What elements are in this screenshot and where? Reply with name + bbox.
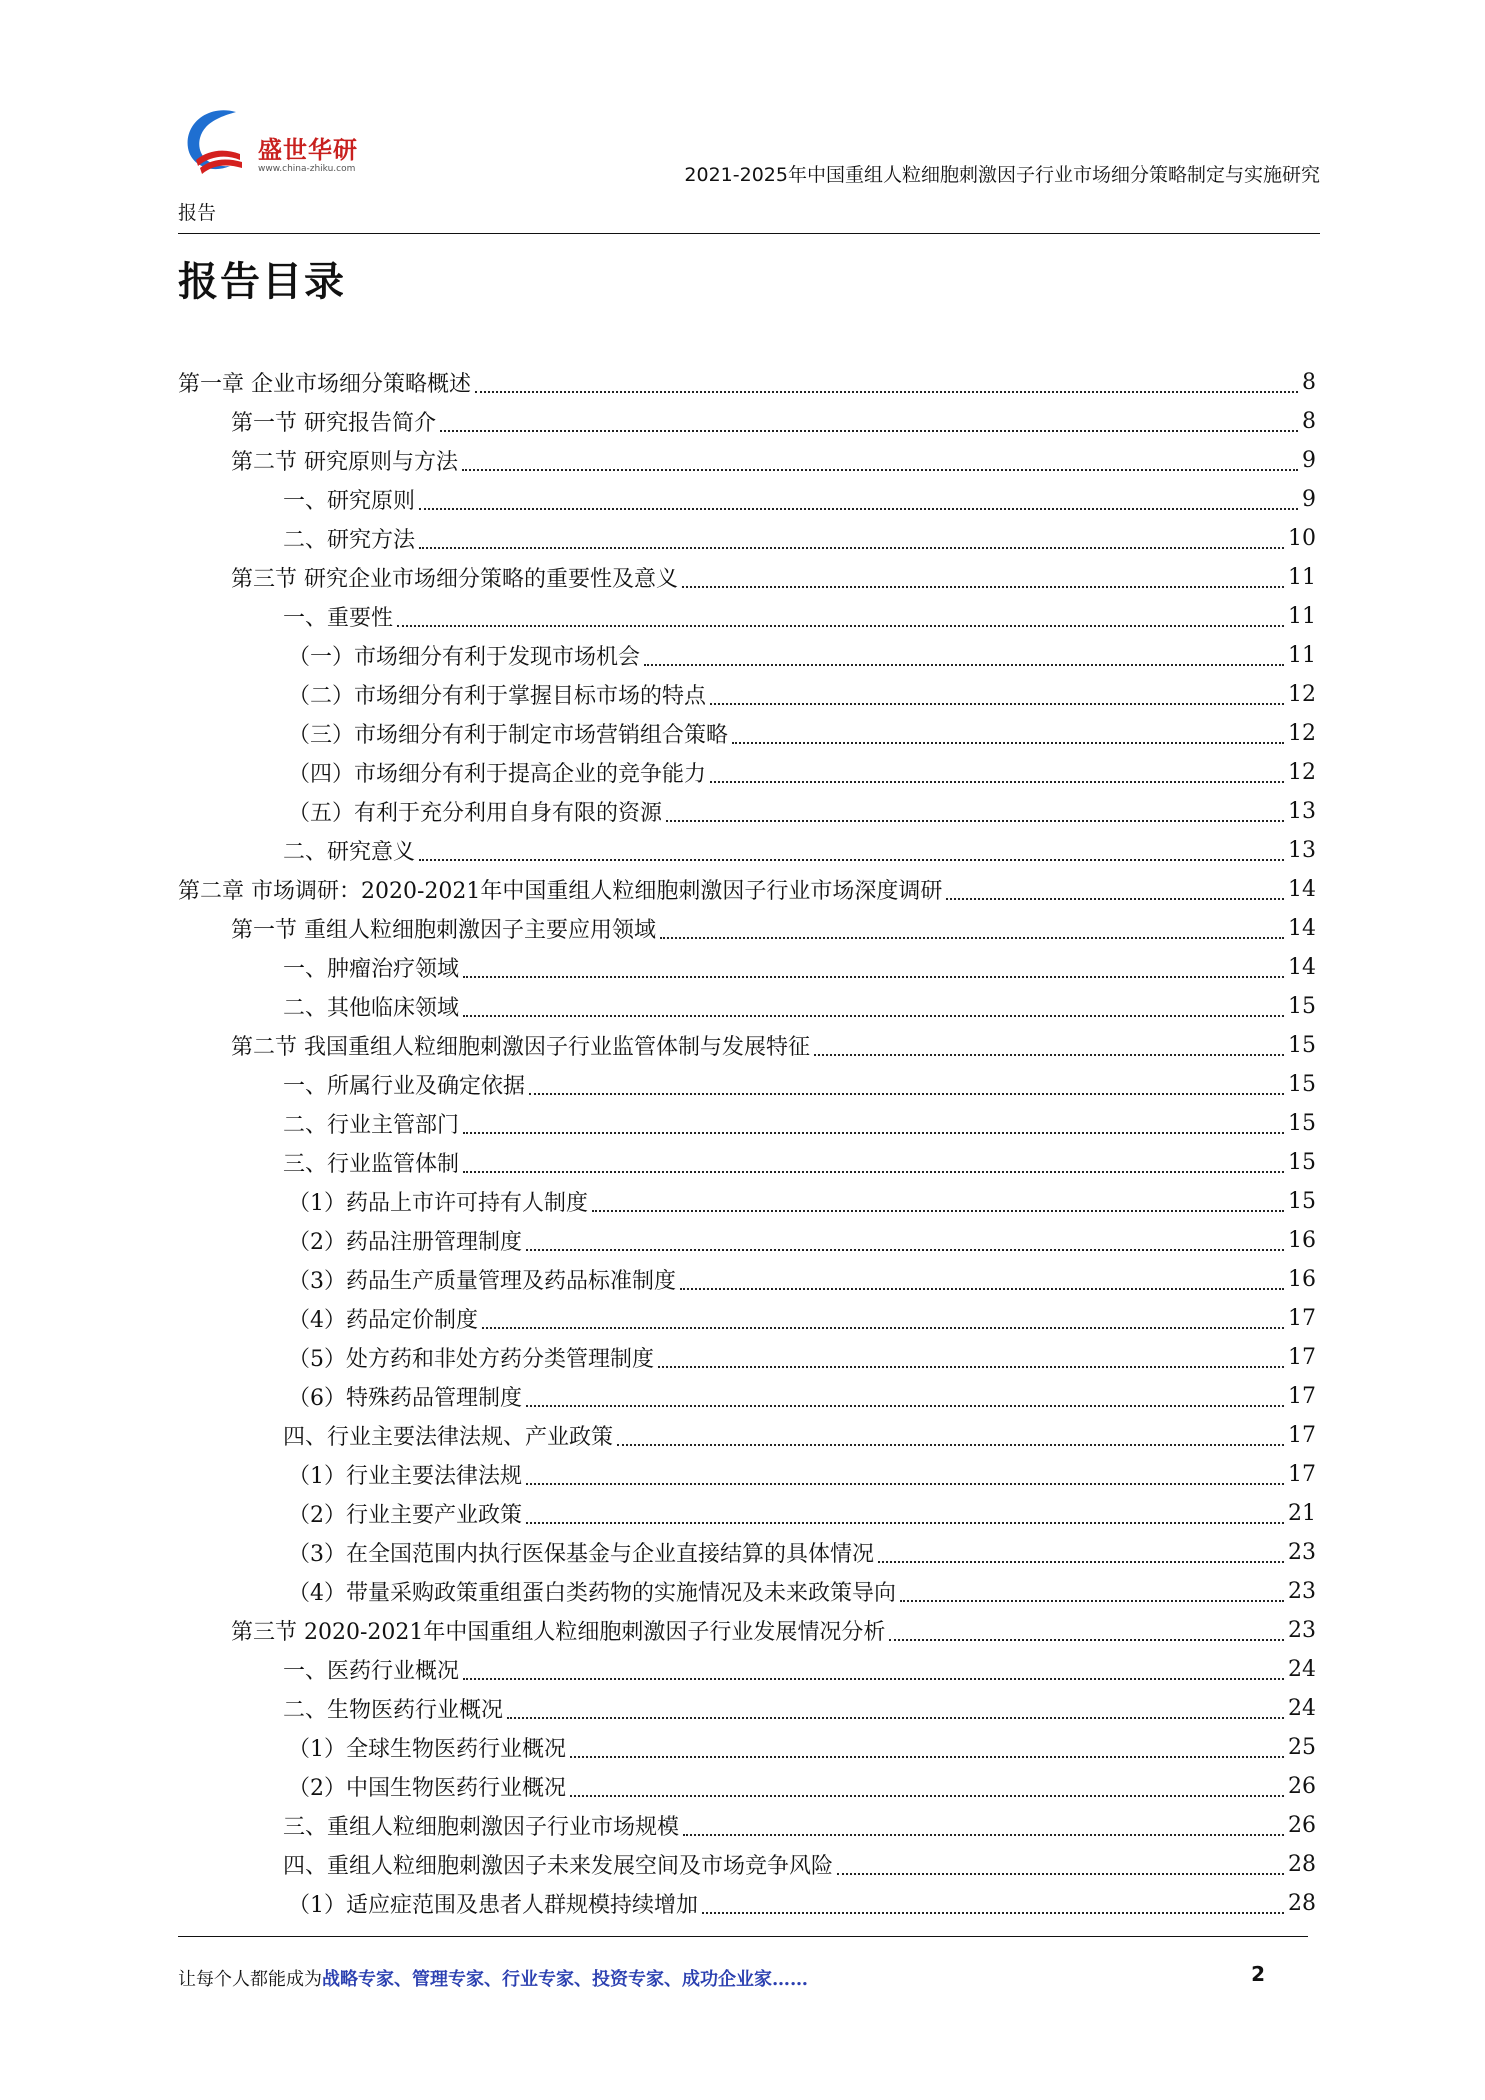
toc-dot-leader xyxy=(592,1210,1284,1212)
toc-entry-label: （4）带量采购政策重组蛋白类药物的实施情况及未来政策导向 xyxy=(288,1581,896,1606)
toc-entry-page: 16 xyxy=(1288,1267,1316,1292)
toc-entry[interactable] xyxy=(178,1377,1316,1416)
toc-entry-label: 四、行业主要法律法规、产业政策 xyxy=(283,1425,614,1450)
toc-dot-leader xyxy=(644,664,1284,666)
toc-entry-page: 9 xyxy=(1302,448,1316,473)
toc-entry[interactable] xyxy=(178,441,1316,480)
toc-entry-label: （二）市场细分有利于掌握目标市场的特点 xyxy=(288,684,707,709)
toc-entry[interactable] xyxy=(178,558,1316,597)
toc-entry[interactable] xyxy=(178,792,1316,831)
toc-entry-label: 三、重组人粒细胞刺激因子行业市场规模 xyxy=(283,1815,680,1840)
toc-entry-label: 二、其他临床领域 xyxy=(283,996,460,1021)
toc-dot-leader xyxy=(617,1444,1284,1446)
toc-dot-leader xyxy=(946,898,1284,900)
toc-entry-page: 17 xyxy=(1288,1423,1316,1448)
toc-entry[interactable] xyxy=(178,1650,1316,1689)
toc-dot-leader xyxy=(463,976,1284,978)
toc-entry-label: （2）中国生物医药行业概况 xyxy=(288,1776,566,1801)
toc-dot-leader xyxy=(889,1639,1284,1641)
toc-entry-label: 二、行业主管部门 xyxy=(283,1113,460,1138)
toc-dot-leader xyxy=(526,1405,1284,1407)
toc-entry-label: （3）药品生产质量管理及药品标准制度 xyxy=(288,1269,676,1294)
toc-entry[interactable] xyxy=(178,1533,1316,1572)
toc-entry-label: （一）市场细分有利于发现市场机会 xyxy=(288,645,641,670)
toc-entry[interactable] xyxy=(178,1143,1316,1182)
toc-entry-page: 8 xyxy=(1302,370,1316,395)
toc-entry[interactable] xyxy=(178,1299,1316,1338)
header-divider xyxy=(178,233,1320,234)
toc-entry-page: 8 xyxy=(1302,409,1316,434)
toc-entry-page: 14 xyxy=(1288,877,1316,902)
toc-entry-label: 一、所属行业及确定依据 xyxy=(283,1074,526,1099)
toc-dot-leader xyxy=(463,1015,1284,1017)
toc-entry-label: 一、研究原则 xyxy=(283,489,416,514)
toc-entry-page: 28 xyxy=(1288,1891,1316,1916)
toc-entry-page: 17 xyxy=(1288,1384,1316,1409)
toc-entry-page: 26 xyxy=(1288,1813,1316,1838)
report-title: 2021-2025年中国重组人粒细胞刺激因子行业市场细分策略制定与实施研究 xyxy=(684,164,1320,186)
toc-dot-leader xyxy=(570,1756,1284,1758)
toc-entry[interactable] xyxy=(178,831,1316,870)
toc-dot-leader xyxy=(837,1873,1284,1875)
toc-dot-leader xyxy=(419,508,1298,510)
toc-entry-page: 14 xyxy=(1288,955,1316,980)
toc-entry-page: 23 xyxy=(1288,1540,1316,1565)
toc-entry-label: （2）行业主要产业政策 xyxy=(288,1503,522,1528)
footer-divider xyxy=(178,1936,1308,1937)
toc-entry-label: 第三节 研究企业市场细分策略的重要性及意义 xyxy=(231,567,678,592)
toc-entry[interactable] xyxy=(178,753,1316,792)
header-sub: 报告 xyxy=(178,202,217,224)
toc-entry[interactable] xyxy=(178,1260,1316,1299)
toc-entry[interactable] xyxy=(178,1455,1316,1494)
toc-entry-page: 17 xyxy=(1288,1462,1316,1487)
table-of-contents xyxy=(178,363,1316,1923)
toc-entry-label: 第一节 研究报告简介 xyxy=(231,411,436,436)
toc-entry-label: （1）全球生物医药行业概况 xyxy=(288,1737,566,1762)
toc-entry-label: 二、研究意义 xyxy=(283,840,416,865)
toc-entry[interactable] xyxy=(178,909,1316,948)
toc-entry[interactable] xyxy=(178,1689,1316,1728)
toc-dot-leader xyxy=(526,1483,1284,1485)
toc-entry-label: 一、医药行业概况 xyxy=(283,1659,460,1684)
toc-entry-page: 17 xyxy=(1288,1306,1316,1331)
toc-dot-leader xyxy=(463,1132,1284,1134)
toc-entry[interactable] xyxy=(178,1767,1316,1806)
toc-dot-leader xyxy=(900,1600,1284,1602)
toc-entry-label: 四、重组人粒细胞刺激因子未来发展空间及市场竞争风险 xyxy=(283,1854,834,1879)
toc-entry[interactable] xyxy=(178,1611,1316,1650)
toc-entry-page: 24 xyxy=(1288,1696,1316,1721)
toc-entry-label: 第二节 研究原则与方法 xyxy=(231,450,458,475)
toc-entry[interactable] xyxy=(178,1884,1316,1923)
toc-entry-page: 15 xyxy=(1288,1189,1316,1214)
toc-entry-label: （4）药品定价制度 xyxy=(288,1308,478,1333)
toc-entry-page: 13 xyxy=(1288,838,1316,863)
toc-entry-label: （1）行业主要法律法规 xyxy=(288,1464,522,1489)
toc-dot-leader xyxy=(660,937,1284,939)
toc-entry-page: 13 xyxy=(1288,799,1316,824)
toc-entry[interactable] xyxy=(178,870,1316,909)
toc-entry-page: 11 xyxy=(1288,604,1316,629)
toc-entry[interactable] xyxy=(178,1026,1316,1065)
toc-entry[interactable] xyxy=(178,402,1316,441)
toc-entry-page: 11 xyxy=(1288,643,1316,668)
footer-slogan-prefix: 让每个人都能成为 xyxy=(178,1969,322,1990)
toc-dot-leader xyxy=(507,1717,1284,1719)
toc-entry-page: 12 xyxy=(1288,721,1316,746)
toc-entry[interactable] xyxy=(178,1728,1316,1767)
toc-dot-leader xyxy=(710,703,1284,705)
toc-entry-page: 26 xyxy=(1288,1774,1316,1799)
toc-entry[interactable] xyxy=(178,1104,1316,1143)
toc-entry[interactable] xyxy=(178,675,1316,714)
toc-entry-label: 第三节 2020-2021年中国重组人粒细胞刺激因子行业发展情况分析 xyxy=(231,1620,886,1645)
toc-dot-leader xyxy=(526,1522,1284,1524)
toc-dot-leader xyxy=(462,469,1298,471)
toc-entry-label: （1）适应症范围及患者人群规模持续增加 xyxy=(288,1893,698,1918)
toc-entry-label: （1）药品上市许可持有人制度 xyxy=(288,1191,588,1216)
toc-entry[interactable] xyxy=(178,519,1316,558)
toc-entry-label: 第一节 重组人粒细胞刺激因子主要应用领域 xyxy=(231,918,656,943)
toc-entry-label: 一、肿瘤治疗领域 xyxy=(283,957,460,982)
toc-entry-page: 12 xyxy=(1288,682,1316,707)
toc-entry-page: 9 xyxy=(1302,487,1316,512)
toc-entry[interactable] xyxy=(178,597,1316,636)
footer-slogan xyxy=(178,1965,808,1991)
toc-entry-label: 第二章 市场调研：2020-2021年中国重组人粒细胞刺激因子行业市场深度调研 xyxy=(178,879,943,904)
toc-entry[interactable] xyxy=(178,1845,1316,1884)
toc-entry[interactable] xyxy=(178,1494,1316,1533)
toc-dot-leader xyxy=(526,1249,1284,1251)
toc-entry[interactable] xyxy=(178,1221,1316,1260)
toc-entry-page: 17 xyxy=(1288,1345,1316,1370)
toc-entry-page: 15 xyxy=(1288,1111,1316,1136)
toc-entry-label: （五）有利于充分利用自身有限的资源 xyxy=(288,801,663,826)
toc-entry-label: 二、生物医药行业概况 xyxy=(283,1698,504,1723)
toc-dot-leader xyxy=(570,1795,1284,1797)
page-title: 报告目录 xyxy=(178,259,346,305)
toc-entry[interactable] xyxy=(178,1065,1316,1104)
toc-dot-leader xyxy=(702,1912,1284,1914)
page-number: 2 xyxy=(1251,1962,1265,1986)
toc-entry-label: 第二节 我国重组人粒细胞刺激因子行业监管体制与发展特征 xyxy=(231,1035,810,1060)
toc-entry-label: 第一章 企业市场细分策略概述 xyxy=(178,372,471,397)
toc-entry-page: 21 xyxy=(1288,1501,1316,1526)
toc-entry-page: 10 xyxy=(1288,526,1316,551)
toc-dot-leader xyxy=(463,1678,1284,1680)
toc-entry-page: 24 xyxy=(1288,1657,1316,1682)
toc-entry-label: （2）药品注册管理制度 xyxy=(288,1230,522,1255)
toc-entry-label: （三）市场细分有利于制定市场营销组合策略 xyxy=(288,723,729,748)
page-header xyxy=(178,100,1320,234)
brand-name: 盛世华研 xyxy=(258,136,358,164)
toc-dot-leader xyxy=(419,859,1284,861)
toc-dot-leader xyxy=(658,1366,1284,1368)
toc-entry-page: 15 xyxy=(1288,1072,1316,1097)
toc-dot-leader xyxy=(475,391,1298,393)
toc-entry-page: 28 xyxy=(1288,1852,1316,1877)
toc-entry[interactable] xyxy=(178,1416,1316,1455)
brand-logo xyxy=(178,102,388,182)
brand-url: www.china-zhiku.com xyxy=(258,164,356,174)
toc-entry-label: 三、行业监管体制 xyxy=(283,1152,460,1177)
toc-entry-page: 15 xyxy=(1288,1150,1316,1175)
toc-entry-label: （3）在全国范围内执行医保基金与企业直接结算的具体情况 xyxy=(288,1542,874,1567)
toc-dot-leader xyxy=(682,586,1284,588)
brand-logo-icon xyxy=(178,102,258,182)
toc-dot-leader xyxy=(463,1171,1284,1173)
toc-entry-page: 11 xyxy=(1288,565,1316,590)
toc-entry[interactable] xyxy=(178,1572,1316,1611)
toc-entry-page: 16 xyxy=(1288,1228,1316,1253)
toc-entry-label: 二、研究方法 xyxy=(283,528,416,553)
toc-entry-label: （四）市场细分有利于提高企业的竞争能力 xyxy=(288,762,707,787)
toc-entry[interactable] xyxy=(178,1182,1316,1221)
toc-entry[interactable] xyxy=(178,714,1316,753)
toc-entry-label: （5）处方药和非处方药分类管理制度 xyxy=(288,1347,654,1372)
toc-dot-leader xyxy=(680,1288,1284,1290)
toc-entry-page: 15 xyxy=(1288,1033,1316,1058)
footer-slogan-emphasis: 战略专家、管理专家、行业专家、投资专家、成功企业家…… xyxy=(322,1969,808,1990)
toc-dot-leader xyxy=(710,781,1284,783)
toc-entry-page: 23 xyxy=(1288,1618,1316,1643)
toc-dot-leader xyxy=(440,430,1298,432)
toc-entry-label: （6）特殊药品管理制度 xyxy=(288,1386,522,1411)
toc-entry[interactable] xyxy=(178,363,1316,402)
toc-dot-leader xyxy=(529,1093,1284,1095)
toc-entry[interactable] xyxy=(178,948,1316,987)
toc-entry[interactable] xyxy=(178,480,1316,519)
toc-dot-leader xyxy=(419,547,1284,549)
toc-entry-page: 25 xyxy=(1288,1735,1316,1760)
toc-dot-leader xyxy=(666,820,1284,822)
toc-entry[interactable] xyxy=(178,1806,1316,1845)
toc-entry-page: 23 xyxy=(1288,1579,1316,1604)
toc-entry[interactable] xyxy=(178,1338,1316,1377)
toc-dot-leader xyxy=(878,1561,1284,1563)
toc-dot-leader xyxy=(814,1054,1284,1056)
toc-entry-page: 14 xyxy=(1288,916,1316,941)
toc-entry-label: 一、重要性 xyxy=(283,606,394,631)
toc-dot-leader xyxy=(482,1327,1284,1329)
toc-entry-page: 15 xyxy=(1288,994,1316,1019)
toc-entry[interactable] xyxy=(178,987,1316,1026)
toc-dot-leader xyxy=(397,625,1284,627)
toc-entry[interactable] xyxy=(178,636,1316,675)
toc-entry-page: 12 xyxy=(1288,760,1316,785)
toc-dot-leader xyxy=(683,1834,1284,1836)
toc-dot-leader xyxy=(732,742,1284,744)
